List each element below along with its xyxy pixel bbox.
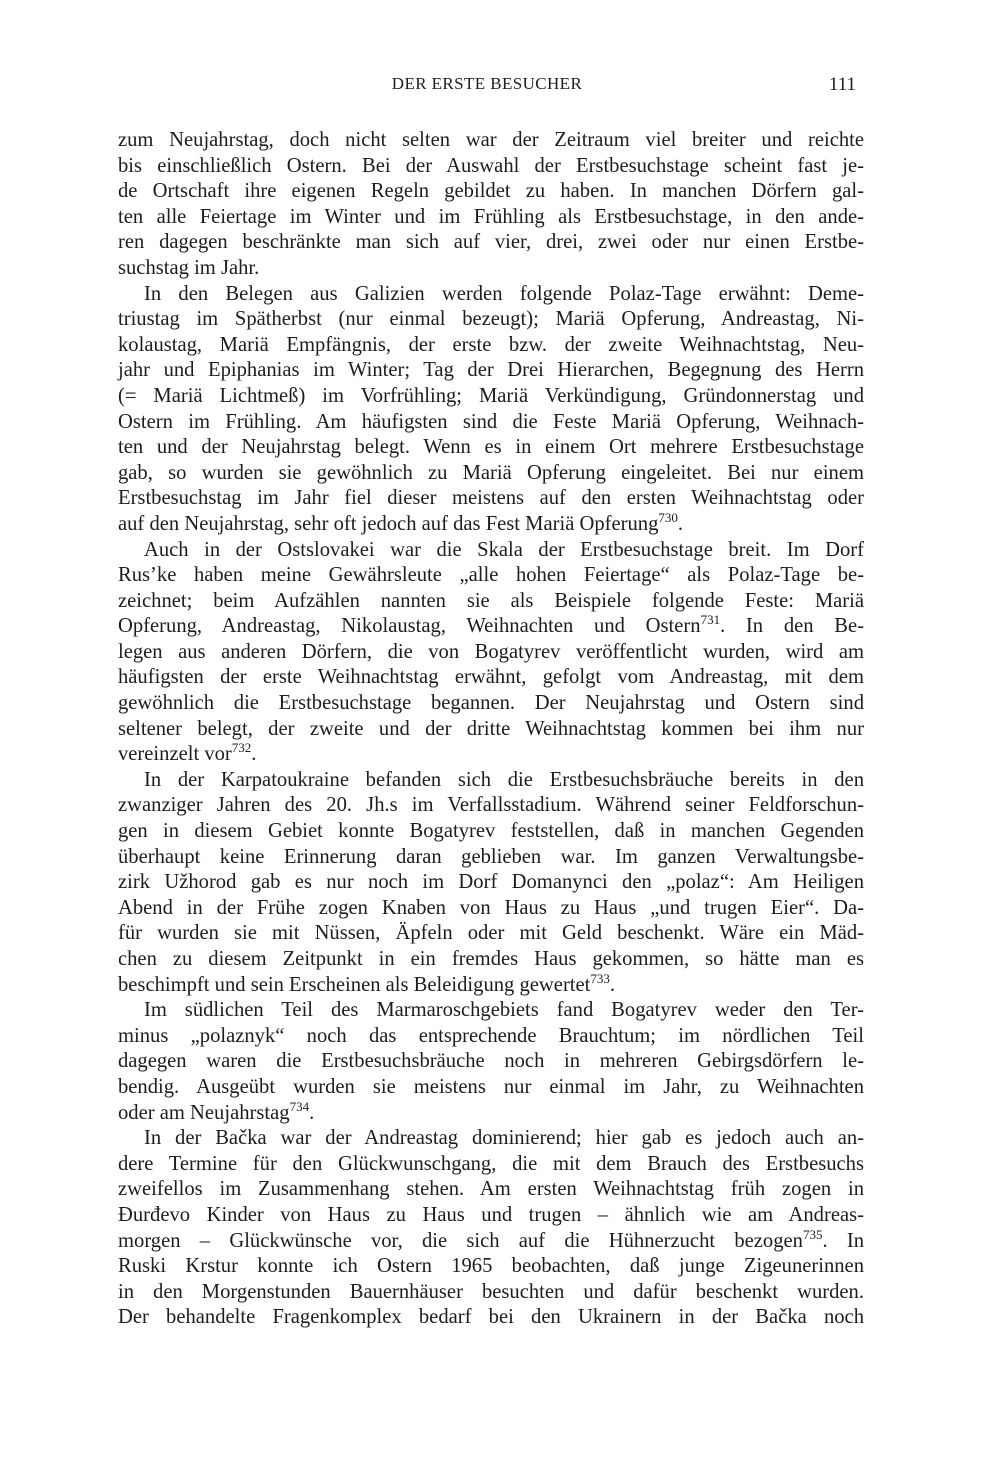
text-line (118, 1075, 864, 1101)
line-text: Rus’ke haben meine Gewährsleute „alle hohen Feiertage“ als Polaz-Tage be- (118, 564, 864, 587)
text-line (118, 1049, 864, 1075)
text-line (118, 307, 864, 333)
line-text: zum Neujahrstag, doch nicht selten war der Zeitraum viel breiter und reichte (118, 129, 864, 151)
line-text: in den Morgenstunden Bauernhäuser besuchten und dafür beschenkt wurden. (118, 1280, 864, 1303)
line-text: ten und der Neujahrstag belegt. Wenn es in einem Ort mehrere Erstbesuchstage (118, 436, 864, 459)
line-text-after: . (609, 973, 616, 996)
line-text: In der Karpatoukraine befanden sich die Erstbesuchsbräuche bereits in den (144, 768, 864, 791)
line-text: Ruski Krstur konnte ich Ostern 1965 beobachten, daß junge Zigeunerinnen (118, 1255, 864, 1278)
line-text: jahr und Epiphanias im Winter; Tag der Drei Hierarchen, Begegnung des Herrn (118, 359, 864, 382)
text-line (118, 333, 864, 359)
line-text: legen aus anderen Dörfern, die von Bogatyrev veröffentlicht wurden, wird am (118, 640, 864, 663)
text-line (118, 1177, 864, 1203)
page-header (118, 68, 856, 102)
text-line (118, 282, 864, 308)
text-line (118, 179, 864, 205)
text-line (118, 1203, 864, 1229)
line-text: (= Mariä Lichtmeß) im Vorfrühling; Mariä Verkündigung, Gründonnerstag und (118, 384, 864, 407)
text-line (118, 896, 864, 922)
line-text: chen zu diesem Zeitpunkt in ein fremdes Haus gekommen, so hätte man es (118, 948, 864, 970)
line-text: gen in diesem Gebiet konnte Bogatyrev feststellen, daß in manchen Gegenden (118, 820, 864, 843)
line-text: Erstbesuchstag im Jahr fiel dieser meistens auf den ersten Weihnachtstag oder (118, 487, 864, 510)
line-text: kolaustag, Mariä Empfängnis, der erste bzw. der zweite Weihnachtstag, Neu- (118, 333, 864, 356)
line-text-after: . (251, 743, 257, 766)
line-text: Abend in der Frühe zogen Knaben von Haus zu Haus „und trugen Eier“. Da- (118, 896, 864, 919)
text-line (118, 461, 864, 487)
footnote-ref: 733 (590, 970, 610, 986)
page-number: 111 (828, 74, 856, 95)
text-line (118, 1126, 864, 1152)
text-line (118, 1280, 864, 1306)
text-line (118, 768, 864, 794)
line-text: Opferung, Andreastag, Nikolaustag, Weihnachten und Ostern (118, 615, 701, 638)
line-text-after: . In (822, 1229, 865, 1252)
text-line (118, 1254, 864, 1280)
text-line (118, 819, 864, 845)
line-text: beschimpft und sein Erscheinen als Beleidigung gewertet (118, 973, 591, 996)
text-line (118, 358, 864, 384)
line-text: minus „polaznyk“ noch das entsprechende Brauchtum; im nördlichen Teil (118, 1024, 864, 1047)
line-text-after: . (309, 1101, 315, 1124)
text-line (118, 128, 864, 154)
line-text: dere Termine für den Glückwunschgang, die mit dem Brauch des Erstbesuchs (118, 1152, 864, 1175)
text-line (118, 793, 864, 819)
text-line (118, 691, 864, 717)
line-text: bis einschließlich Ostern. Bei der Auswahl der Erstbesuchstage scheint fast je- (118, 154, 864, 177)
line-text: gewöhnlich die Erstbesuchstage begannen. Der Neujahrstag und Ostern sind (118, 692, 864, 715)
line-text: für wurden sie mit Nüssen, Äpfeln oder mit Geld beschenkt. Wäre ein Mäd- (118, 922, 864, 945)
text-line (118, 538, 864, 564)
text-line (118, 509, 864, 538)
footnote-ref: 730 (658, 509, 678, 525)
line-text-after: . In den Be- (720, 615, 865, 638)
text-line (118, 1024, 864, 1050)
text-line (118, 256, 864, 282)
line-text: ten alle Feiertage im Winter und im Frühling als Erstbesuchstage, in den ande- (118, 205, 864, 228)
text-line (118, 410, 864, 436)
line-text: Im südlichen Teil des Marmaroschgebiets fand Bogatyrev weder den Ter- (144, 999, 864, 1022)
text-line (118, 921, 864, 947)
line-text: seltener belegt, der zweite und der dritte Weihnachtstag kommen bei ihm nur (118, 717, 864, 740)
text-line (118, 742, 864, 768)
line-text: Ostern im Frühling. Am häufigsten sind die Feste Mariä Opferung, Weihnach- (118, 410, 864, 433)
text-line (118, 486, 864, 512)
text-line (118, 154, 864, 180)
text-line (118, 717, 864, 743)
line-text: zwanziger Jahren des 20. Jh.s im Verfallsstadium. Während seiner Feldforschun- (118, 794, 864, 817)
line-text: zirk Užhorod gab es nur noch im Dorf Domanynci den „polaz“: Am Heiligen (118, 871, 864, 894)
line-text: bendig. Ausgeübt wurden sie meistens nur einmal im Jahr, zu Weihnachten (118, 1075, 864, 1098)
line-text: morgen – Glückwünsche vor, die sich auf die Hühnerzucht bezogen (118, 1229, 803, 1252)
line-text: triustag im Spätherbst (nur einmal bezeugt); Mariä Opferung, Andreastag, Ni- (118, 308, 864, 331)
text-line (118, 1305, 864, 1331)
text-line (118, 947, 864, 973)
footnote-ref: 731 (700, 612, 721, 628)
text-line (118, 640, 864, 666)
line-text: überhaupt keine Erinnerung daran geblieben war. Im ganzen Verwaltungsbe- (118, 845, 864, 868)
text-line (118, 230, 864, 256)
line-text: vereinzelt vor (118, 743, 232, 766)
line-text: Đurđevo Kinder von Haus zu Haus und trugen – ähnlich wie am Andreas- (118, 1203, 864, 1226)
text-line (118, 563, 864, 589)
text-line (118, 1152, 864, 1178)
text-line (118, 589, 864, 615)
footnote-ref: 734 (289, 1098, 310, 1114)
line-text: gab, so wurden sie gewöhnlich zu Mariä Opferung eingeleitet. Bei nur einem (118, 461, 864, 484)
text-line (118, 384, 864, 410)
line-text: auf den Neujahrstag, sehr oft jedoch auf das Fest Mariä Opferung (118, 512, 659, 535)
footnote-ref: 732 (231, 740, 252, 756)
running-title: DER ERSTE BESUCHER (391, 74, 583, 93)
text-line (118, 1226, 865, 1255)
line-text: suchstag im Jahr. (118, 256, 260, 279)
text-line (118, 1098, 864, 1127)
footnote-ref: 735 (802, 1226, 823, 1242)
line-text: ren dagegen beschränkte man sich auf vier, drei, zwei oder nur einen Erstbe- (118, 231, 864, 254)
line-text: zweifellos im Zusammenhang stehen. Am ersten Weihnachtstag früh zogen in (118, 1178, 864, 1201)
line-text: Auch in der Ostslovakei war die Skala der Erstbesuchstage breit. Im Dorf (144, 538, 864, 561)
line-text: häufigsten der erste Weihnachtstag erwähnt, gefolgt vom Andreastag, mit dem (118, 666, 864, 689)
line-text: dagegen waren die Erstbesuchsbräuche noch in mehreren Gebirgsdörfern le- (118, 1050, 864, 1073)
line-text: de Ortschaft ihre eigenen Regeln gebildet zu haben. In manchen Dörfern gal- (118, 180, 864, 203)
text-line (118, 970, 864, 999)
text-line (118, 870, 864, 896)
line-text: zeichnet; beim Aufzählen nannten sie als Beispiele folgende Feste: Mariä (118, 589, 864, 612)
text-line (118, 435, 864, 461)
line-text-after: . (677, 512, 684, 535)
text-line (118, 205, 864, 231)
text-line (118, 614, 864, 640)
text-line (118, 665, 864, 691)
text-line (118, 845, 864, 871)
line-text: oder am Neujahrstag (118, 1101, 290, 1124)
body-text (118, 128, 864, 1331)
line-text: In den Belegen aus Galizien werden folgende Polaz-Tage erwähnt: Deme- (144, 282, 864, 305)
text-line (118, 998, 864, 1024)
line-text: In der Bačka war der Andreastag dominierend; hier gab es jedoch auch an- (144, 1127, 864, 1150)
line-text: Der behandelte Fragenkomplex bedarf bei den Ukrainern in der Bačka noch (118, 1306, 864, 1329)
